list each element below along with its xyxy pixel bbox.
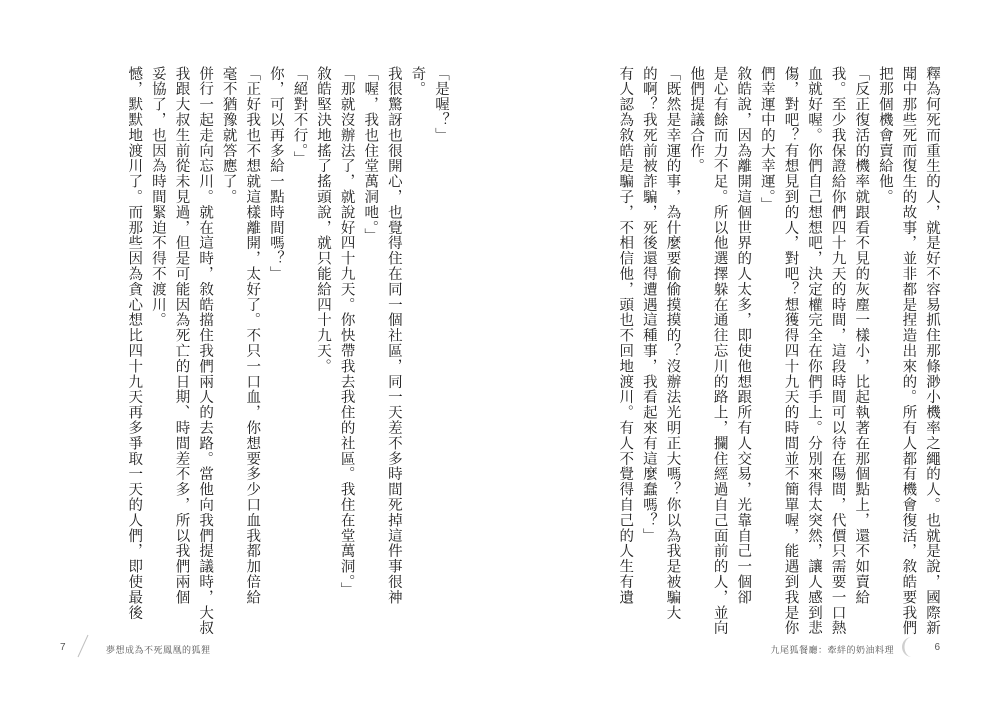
paragraph: 你，可以再多給一點時間嗎？」 (267, 66, 284, 282)
right-page-body (528, 66, 943, 636)
paragraph: 「是喔？」 (433, 66, 449, 143)
paragraph: 傷，對吧？有想見到的人，對吧？想獲得四十九天的時間並不簡單喔，能遇到我是你 (782, 66, 799, 636)
paragraph: 憾，默默地渡川了。而那些因為貪心想比四十九天再多爭取一天的人們，即使最後 (126, 66, 143, 621)
page-number: 7 (60, 642, 66, 653)
paragraph: 妥協了，也因為時間緊迫不得不渡川。 (149, 66, 166, 328)
paragraph: 敘皓堅決地搖了搖頭說，就只能給四十九天。 (315, 66, 332, 374)
left-page-footer (58, 642, 298, 658)
moon-crescent-icon (902, 636, 920, 658)
paragraph: 「既然是幸運的事，為什麼要偷偷摸摸的？沒辦法光明正大嗎？你以為我是被騙大 (664, 66, 681, 621)
running-title: 夢想成為不死鳳凰的狐狸 (106, 646, 211, 656)
paragraph: 奇。 (409, 66, 426, 97)
paragraph: 「那就沒辦法了，就說好四十九天。你快帶我去我住的社區。我住在堂萬洞。」 (338, 66, 355, 598)
paragraph: 我。至少我保證給你們四十九天的時間，這段時間可以待在陽間，代價只需要一口熱 (829, 66, 846, 636)
paragraph: 他們提議合作。 (688, 66, 705, 174)
right-page (500, 0, 1000, 710)
paragraph: 把那個機會賣給他。 (876, 66, 893, 205)
paragraph: 們幸運中的大幸運。」 (758, 66, 775, 213)
paragraph: 聞中那些死而復生的故事，並非都是捏造出來的。所有人都有機會復活，敘皓要我們 (900, 66, 917, 636)
paragraph: 是心有餘而力不足。所以他選擇躲在通往忘川的路上，攔住經過自己面前的人，並向 (711, 66, 728, 636)
paragraph: 「反正復活的機率就跟看不見的灰塵一樣小，比起執著在那個點上，還不如賣給 (853, 66, 870, 605)
page-number: 6 (934, 642, 940, 653)
paragraph: 釋為何死而重生的人，就是好不容易抓住那條渺小機率之繩的人。也就是說，國際新 (924, 66, 940, 636)
paragraph: 「喔，我也住堂萬洞吔。」 (362, 66, 379, 244)
paragraph: 血就好喔。你們自己想想吧，決定權完全在你們手上。分別來得太突然，讓人感到悲 (806, 66, 823, 636)
paragraph: 的啊？我死前被詐騙，死後還得遭遇這種事，我看起來有這麼蠢嗎？」 (640, 66, 657, 544)
paragraph: 毫不猶豫就答應了。 (220, 66, 237, 205)
paragraph: 併行一起走向忘川。就在這時，敘皓擋住我們兩人的去路。當他向我們提議時，大叔 (197, 66, 214, 636)
paragraph: 「絕對不行。」 (291, 66, 308, 167)
paragraph: 我很驚訝也很開心，也覺得住在同一個社區，同一天差不多時間死掉這件事很神 (385, 66, 402, 605)
paragraph: 敘皓說，因為離開這個世界的人太多，即使他想跟所有人交易，光靠自己一個卻 (735, 66, 752, 605)
running-title: 九尾狐餐廳：牽絆的奶油料理 (770, 646, 894, 656)
slash-ornament-icon (76, 634, 90, 658)
paragraph: 有人認為敘皓是騙子，不相信他，頭也不回地渡川。有人不覺得自己的人生有遺 (617, 66, 634, 605)
paragraph: 「正好我也不想就這樣離開，太好了。不只一口血，你想要多少口血我都加倍給 (244, 66, 261, 605)
paragraph: 我跟大叔生前從未見過，但是可能因為死亡的日期、時間差不多，所以我們兩個 (173, 66, 190, 605)
right-page-footer (702, 642, 942, 658)
left-page-body (52, 66, 452, 636)
